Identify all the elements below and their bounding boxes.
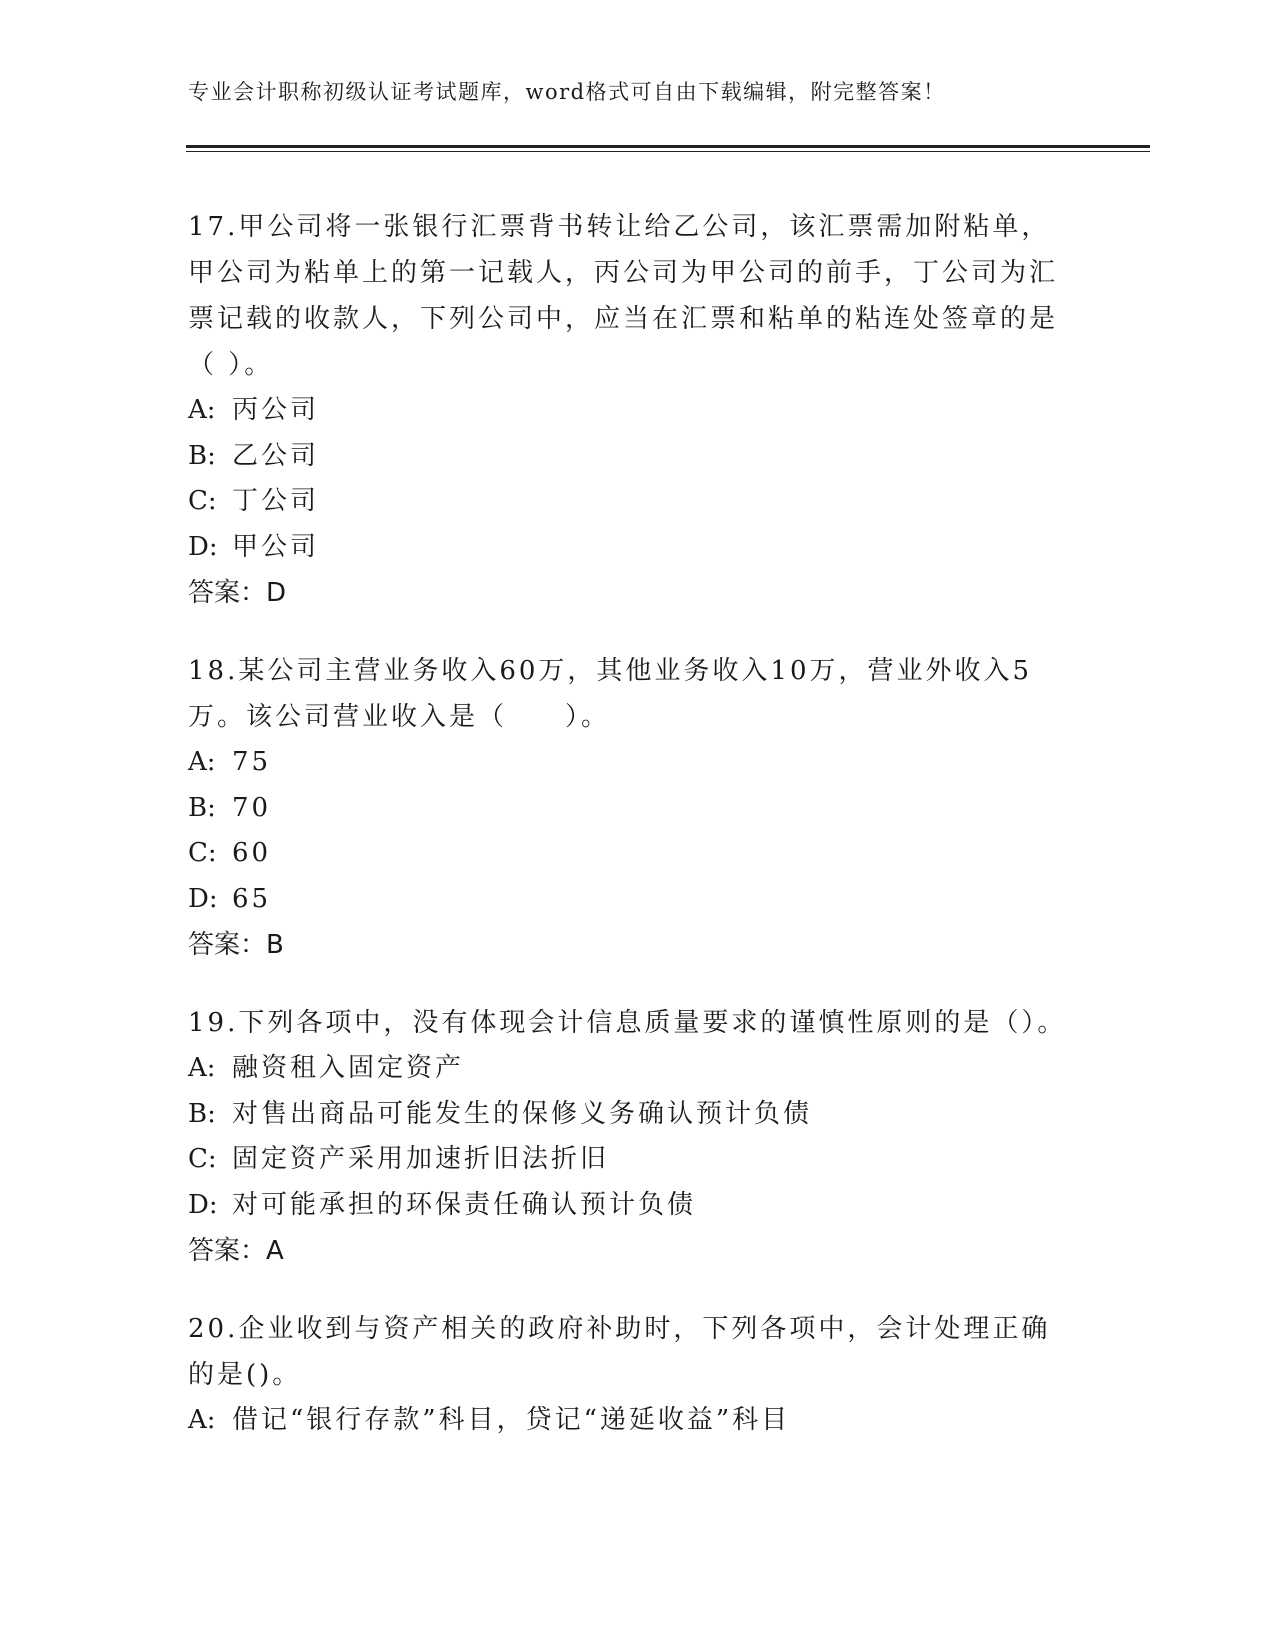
option-text: 65	[232, 883, 272, 914]
question-17	[188, 204, 1068, 616]
option-text: 固定资产采用加速折旧法折旧	[232, 1144, 610, 1174]
option-b	[188, 786, 1068, 832]
option-text: 借记“银行存款”科目，贷记“递延收益”科目	[232, 1405, 791, 1435]
question-stem: 17.甲公司将一张银行汇票背书转让给乙公司，该汇票需加附粘单，甲公司为粘单上的第一记载人，丙公司为甲公司的前手，丁公司为汇票记载的收款人，下列公司中，应当在汇票和粘单的粘连处签章的是（ ）。	[188, 212, 1059, 380]
option-key: D:	[188, 1189, 218, 1220]
option-c	[188, 1137, 1068, 1183]
option-text: 对可能承担的环保责任确认预计负债	[232, 1189, 697, 1220]
option-key: A:	[188, 395, 216, 425]
page-header: 专业会计职称初级认证考试题库，word格式可自由下载编辑，附完整答案！	[188, 80, 946, 104]
answer-line: 答案：B	[188, 930, 284, 960]
option-key: C:	[188, 838, 217, 868]
question-stem: 20.企业收到与资产相关的政府补助时，下列各项中，会计处理正确的是()。	[188, 1314, 1051, 1390]
option-b	[188, 434, 1068, 480]
option-b	[188, 1092, 1068, 1138]
option-key: C:	[188, 1144, 217, 1174]
option-text: 60	[232, 838, 272, 868]
option-text: 75	[232, 747, 272, 777]
option-text: 融资租入固定资产	[232, 1053, 465, 1083]
question-stem: 18.某公司主营业务收入60万，其他业务收入10万，营业外收入5万。该公司营业收入是（ ）。	[188, 656, 1033, 732]
option-d	[188, 1183, 1068, 1229]
question-20	[188, 1306, 1068, 1444]
option-key: B:	[188, 440, 216, 471]
option-key: D:	[188, 883, 218, 914]
option-a	[188, 1398, 1068, 1444]
option-text: 对售出商品可能发生的保修义务确认预计负债	[232, 1098, 813, 1129]
option-key: A:	[188, 747, 216, 777]
option-a	[188, 740, 1068, 786]
option-key: C:	[188, 486, 217, 516]
option-a	[188, 1046, 1068, 1092]
question-stem: 19.下列各项中，没有体现会计信息质量要求的谨慎性原则的是（）。	[188, 1008, 1067, 1038]
answer-line: 答案：D	[188, 578, 287, 608]
question-18	[188, 648, 1068, 968]
answer-line: 答案：A	[188, 1236, 284, 1266]
option-key: A:	[188, 1405, 216, 1435]
option-key: B:	[188, 792, 216, 823]
option-text: 丁公司	[232, 486, 320, 516]
option-d	[188, 525, 1068, 571]
header-divider	[186, 145, 1150, 148]
option-key: B:	[188, 1098, 216, 1129]
option-c	[188, 831, 1068, 877]
option-a	[188, 388, 1068, 434]
option-text: 丙公司	[232, 395, 320, 425]
question-list	[188, 204, 1068, 1476]
option-text: 甲公司	[232, 531, 320, 562]
option-text: 乙公司	[232, 440, 320, 471]
option-key: A:	[188, 1053, 216, 1083]
option-d	[188, 877, 1068, 923]
option-key: D:	[188, 531, 218, 562]
option-text: 70	[232, 792, 272, 823]
option-c	[188, 479, 1068, 525]
question-19	[188, 1000, 1068, 1274]
